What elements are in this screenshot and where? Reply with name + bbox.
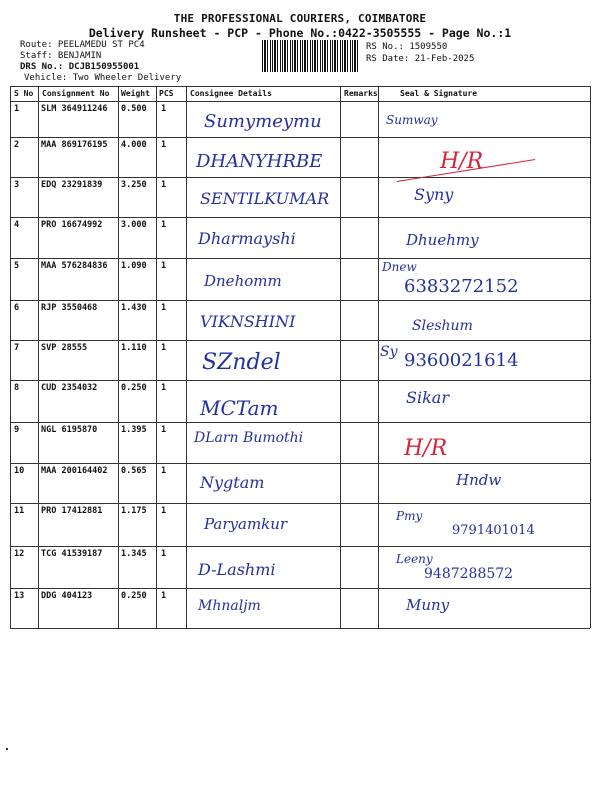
table-rule — [10, 101, 590, 102]
table-rule — [10, 628, 590, 629]
serial-number: 1 — [14, 104, 20, 114]
receiver-signature: Syny — [414, 185, 454, 204]
pcs-value: 1 — [161, 466, 167, 476]
table-rule — [10, 86, 590, 87]
receiver-signature: Sikar — [406, 388, 449, 407]
runsheet-title: Delivery Runsheet - PCP - Phone No.:0422-3505555 - Page No.:1 — [88, 26, 512, 40]
serial-number: 3 — [14, 180, 20, 190]
company-title: THE PROFESSIONAL COURIERS, COIMBATORE — [173, 12, 427, 25]
pcs-value: 1 — [161, 383, 167, 393]
weight-value: 1.430 — [121, 303, 147, 313]
column-header: PCS — [159, 89, 174, 98]
receiver-signature: Muny — [406, 596, 450, 614]
column-rule — [340, 86, 341, 628]
receiver-signature: Sy — [380, 344, 398, 360]
table-rule — [10, 177, 590, 178]
pcs-value: 1 — [161, 261, 167, 271]
serial-number: 13 — [14, 591, 25, 601]
receiver-signature: Dnew — [382, 260, 417, 274]
serial-number: 12 — [14, 549, 25, 559]
consignee-signature: Dnehomm — [204, 272, 282, 290]
weight-value: 0.250 — [121, 383, 147, 393]
column-header: Seal & Signature — [400, 89, 478, 98]
pcs-value: 1 — [161, 180, 167, 190]
consignee-signature: SZndel — [202, 350, 281, 375]
consignment-number: PRO 16674992 — [41, 220, 103, 230]
table-rule — [10, 463, 590, 464]
phone-note: 6383272152 — [404, 276, 519, 297]
rs-number: RS No.: 1509550 — [366, 42, 448, 52]
table-rule — [10, 588, 590, 589]
serial-number: 2 — [14, 140, 20, 150]
rs-date: RS Date: 21-Feb-2025 — [366, 54, 475, 64]
staff-label: Staff: BENJAMIN — [20, 51, 102, 61]
serial-number: 8 — [14, 383, 20, 393]
phone-note: 9487288572 — [424, 566, 514, 582]
barcode — [262, 40, 358, 72]
serial-number: 4 — [14, 220, 20, 230]
table-rule — [10, 422, 590, 423]
table-rule — [10, 546, 590, 547]
consignee-signature: Nygtam — [200, 473, 265, 492]
consignment-number: SLM 364911246 — [41, 104, 108, 114]
receiver-signature: H/R — [440, 149, 484, 174]
pcs-value: 1 — [161, 425, 167, 435]
consignment-number: MAA 869176195 — [41, 140, 108, 150]
receiver-signature: Dhuehmy — [406, 231, 479, 249]
stray-dot — [6, 748, 8, 750]
column-header: Weight — [121, 89, 150, 98]
consignment-number: RJP 3550468 — [41, 303, 98, 313]
pcs-value: 1 — [161, 140, 167, 150]
pcs-value: 1 — [161, 549, 167, 559]
table-rule — [10, 503, 590, 504]
weight-value: 0.250 — [121, 591, 147, 601]
weight-value: 4.000 — [121, 140, 147, 150]
pcs-value: 1 — [161, 104, 167, 114]
vehicle-label: Vehicle: Two Wheeler Delivery — [24, 73, 182, 83]
weight-value: 1.110 — [121, 343, 147, 353]
consignee-signature: Mhnaljm — [198, 598, 261, 614]
serial-number: 7 — [14, 343, 20, 353]
consignee-signature: DHANYHRBE — [196, 151, 323, 172]
receiver-signature: Sumway — [386, 113, 438, 127]
pcs-value: 1 — [161, 591, 167, 601]
receiver-signature: Sleshum — [412, 318, 473, 334]
consignee-signature: Dharmayshi — [198, 229, 296, 248]
column-rule — [378, 86, 379, 628]
consignee-signature: SENTILKUMAR — [200, 189, 330, 208]
weight-value: 3.000 — [121, 220, 147, 230]
pcs-value: 1 — [161, 343, 167, 353]
table-rule — [10, 380, 590, 381]
serial-number: 10 — [14, 466, 25, 476]
column-rule — [10, 86, 11, 628]
table-rule — [10, 137, 590, 138]
pcs-value: 1 — [161, 220, 167, 230]
receiver-signature: Leeny — [396, 552, 433, 566]
weight-value: 0.565 — [121, 466, 147, 476]
consignee-signature: VIKNSHINI — [200, 312, 296, 331]
column-header: Remarks — [344, 89, 378, 98]
weight-value: 1.345 — [121, 549, 147, 559]
route-label: Route: PEELAMEDU ST PC4 — [20, 40, 145, 50]
table-rule — [10, 340, 590, 341]
column-header: Consignment No — [42, 89, 110, 98]
consignment-number: TCG 41539187 — [41, 549, 103, 559]
column-rule — [590, 86, 591, 628]
pcs-value: 1 — [161, 303, 167, 313]
column-header: S No — [14, 89, 34, 98]
serial-number: 5 — [14, 261, 20, 271]
consignee-signature: DLarn Bumothi — [194, 430, 304, 446]
consignment-number: EDQ 23291839 — [41, 180, 103, 190]
receiver-signature: Hndw — [456, 471, 502, 489]
serial-number: 6 — [14, 303, 20, 313]
column-rule — [156, 86, 157, 628]
table-rule — [10, 258, 590, 259]
receiver-signature: Pmy — [396, 509, 423, 523]
consignment-number: CUD 2354032 — [41, 383, 98, 393]
weight-value: 3.250 — [121, 180, 147, 190]
serial-number: 9 — [14, 425, 20, 435]
column-rule — [186, 86, 187, 628]
weight-value: 1.175 — [121, 506, 147, 516]
consignment-number: DDG 404123 — [41, 591, 93, 601]
drs-number: DRS No.: DCJB150955001 — [20, 62, 140, 72]
consignment-number: MAA 576284836 — [41, 261, 108, 271]
table-rule — [10, 300, 590, 301]
consignee-signature: MCTam — [200, 396, 279, 420]
weight-value: 0.500 — [121, 104, 147, 114]
serial-number: 11 — [14, 506, 25, 516]
consignment-number: NGL 6195870 — [41, 425, 98, 435]
consignee-signature: Paryamkur — [204, 515, 288, 533]
consignment-number: PRO 17412881 — [41, 506, 103, 516]
column-rule — [118, 86, 119, 628]
consignment-number: SVP 28555 — [41, 343, 88, 353]
table-rule — [10, 217, 590, 218]
consignee-signature: Sumymeymu — [204, 111, 322, 132]
receiver-signature: H/R — [404, 436, 448, 461]
phone-note: 9360021614 — [404, 350, 519, 371]
weight-value: 1.395 — [121, 425, 147, 435]
consignment-number: MAA 200164402 — [41, 466, 108, 476]
consignee-signature: D-Lashmi — [198, 560, 276, 579]
weight-value: 1.090 — [121, 261, 147, 271]
column-header: Consignee Details — [190, 89, 272, 98]
column-rule — [38, 86, 39, 628]
phone-note: 9791401014 — [452, 523, 535, 538]
pcs-value: 1 — [161, 506, 167, 516]
